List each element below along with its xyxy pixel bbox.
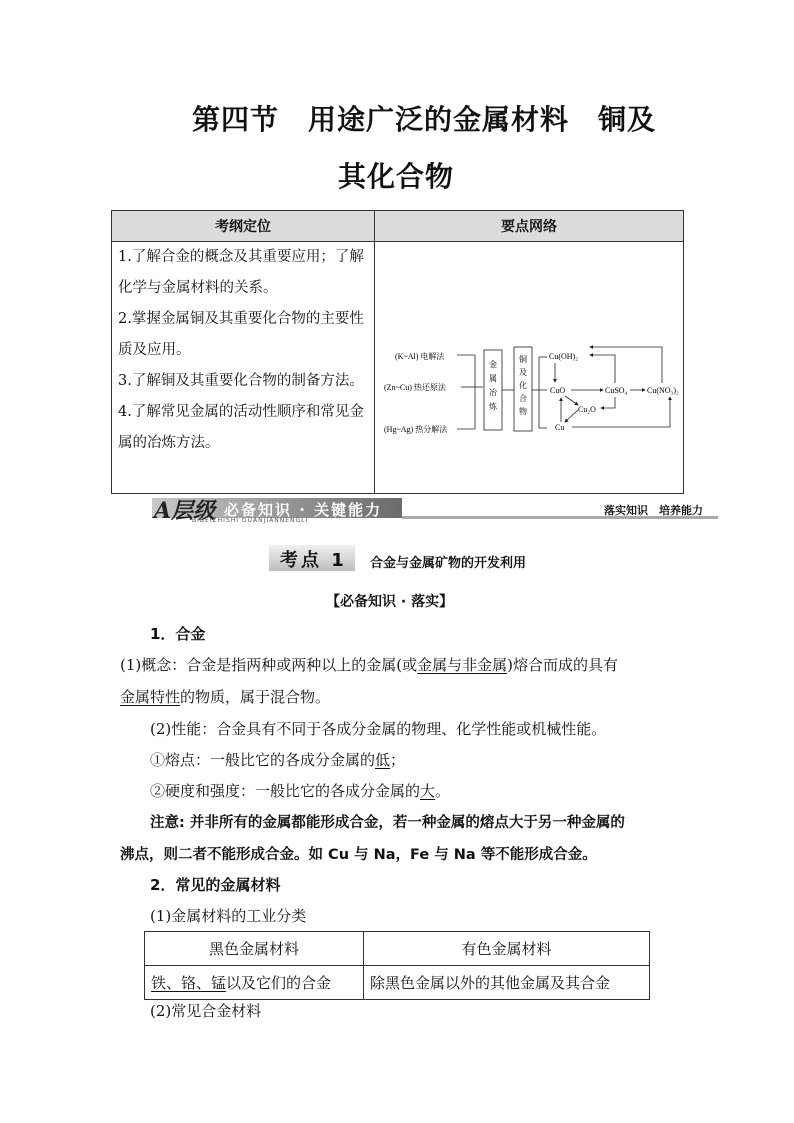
species-cuo: CuO <box>550 386 566 395</box>
method-electrolysis: (K~Al) 电解法 <box>395 352 445 361</box>
heading-materials: 2．常见的金属材料 <box>150 876 281 894</box>
copper-box-label: 铜及化合物 <box>519 355 527 416</box>
smelting-box-label: 金属冶炼 <box>489 360 497 411</box>
banner-heading: 必备知识 · 关键能力 <box>224 501 383 519</box>
heading-alloy: 1．合金 <box>150 625 206 643</box>
mat-cell-nonferrous: 除黑色金属以外的其他金属及其合金 <box>364 966 650 1000</box>
kaodian-title: 合金与金属矿物的开发利用 <box>370 556 527 571</box>
species-cu2o: Cu₂O <box>578 405 596 414</box>
banner-right: 落实知识 培养能力 <box>604 504 703 517</box>
outline-header-network: 要点网络 <box>375 211 684 242</box>
page-title-line2: 其化合物 <box>338 160 455 193</box>
mat-header-ferrous: 黑色金属材料 <box>145 932 364 966</box>
common-alloys-line: (2)常见合金材料 <box>150 1002 262 1020</box>
concept-line2: 金属特性的物质，属于混合物。 <box>120 688 331 706</box>
network-diagram <box>375 242 687 494</box>
classification-line: (1)金属材料的工业分类 <box>150 907 307 925</box>
section-banner <box>152 496 718 524</box>
goal-4: 4.了解常见金属的活动性顺序和常见金属的冶炼方法。 <box>118 404 364 451</box>
mat-cell-ferrous: 铁、铬、锰以及它们的合金 <box>145 966 364 1000</box>
property-line: (2)性能：合金具有不同于各成分金属的物理、化学性能或机械性能。 <box>150 720 607 738</box>
mat-header-nonferrous: 有色金属材料 <box>364 932 650 966</box>
banner-pinyin: BIBEIZHISHI GUANJIANNENGLI <box>192 517 309 524</box>
concept-line: (1)概念：合金是指两种或两种以上的金属(或金属与非金属)熔合而成的具有 <box>120 656 618 674</box>
method-thermal-decomp: (Hg~Ag) 热分解法 <box>384 425 448 434</box>
sub-heading: 【必备知识 · 落实】 <box>326 594 454 610</box>
species-cuso4: CuSO₄ <box>605 386 628 395</box>
melting-point-line: ①熔点：一般比它的各成分金属的低； <box>150 751 406 769</box>
banner-level: A层级 <box>154 498 216 524</box>
note-line2: 沸点，则二者不能形成合金。如 Cu 与 Na，Fe 与 Na 等不能形成合金。 <box>120 847 597 863</box>
network-cell <box>375 242 684 494</box>
materials-table <box>144 931 650 1000</box>
outline-table <box>111 210 684 494</box>
outline-header-goals: 考纲定位 <box>112 211 375 242</box>
species-cuoh2: Cu(OH)₂ <box>549 352 579 361</box>
goal-2: 2.掌握金属铜及其重要化合物的主要性质及应用。 <box>118 311 364 358</box>
species-cu: Cu <box>555 423 565 432</box>
goals-cell <box>112 242 375 494</box>
hardness-line: ②硬度和强度：一般比它的各成分金属的大。 <box>150 782 451 800</box>
page-title-line1: 第四节 用途广泛的金属材料 铜及 <box>192 103 657 136</box>
kaodian-label: 考点 1 <box>280 550 347 571</box>
note-line1: 注意: 并非所有的金属都能形成合金，若一种金属的熔点大于另一种金属的 <box>150 815 625 831</box>
goal-3: 3.了解铜及其重要化合物的制备方法。 <box>118 373 364 389</box>
goal-1: 1.了解合金的概念及其重要应用；了解化学与金属材料的关系。 <box>118 249 364 296</box>
species-cuno3: Cu(NO₃)₂ <box>647 386 679 395</box>
method-thermal-reduction: (Zn~Cu) 热还原法 <box>384 383 446 392</box>
